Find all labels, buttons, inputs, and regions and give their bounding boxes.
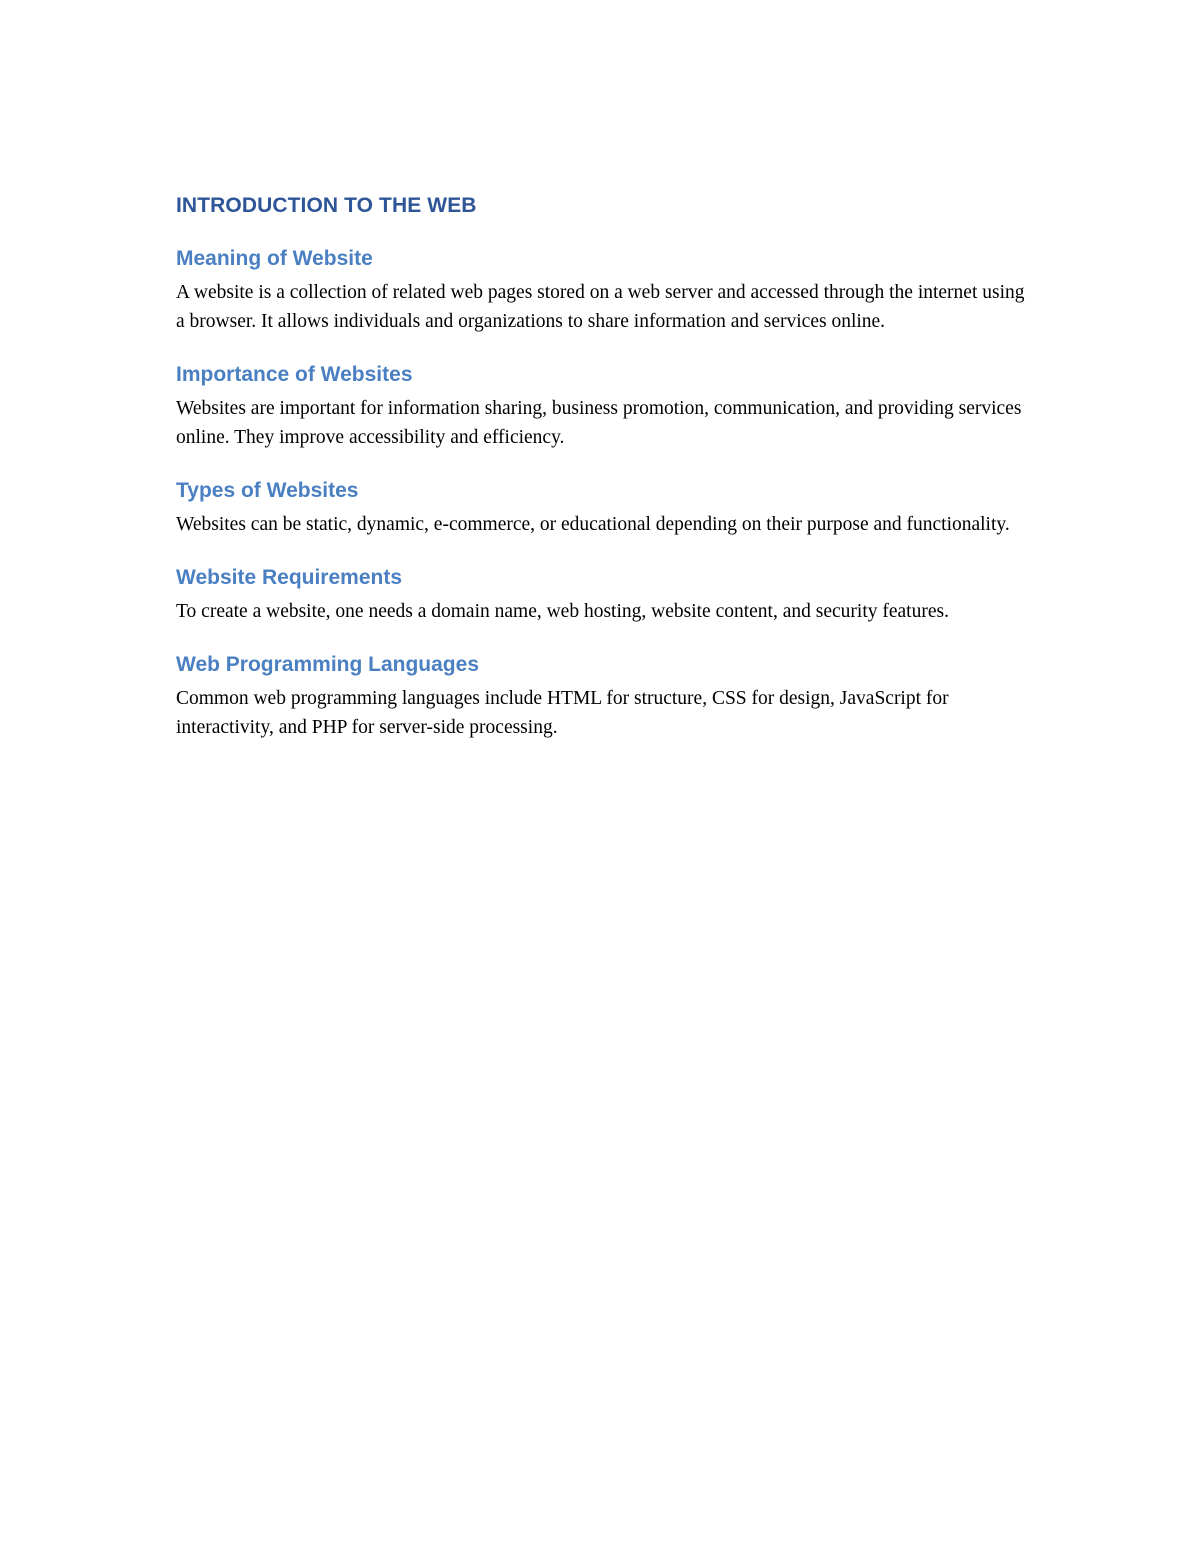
section-heading: Meaning of Website xyxy=(176,247,373,270)
document-title: INTRODUCTION TO THE WEB xyxy=(176,194,477,217)
section-heading: Importance of Websites xyxy=(176,363,413,386)
section-web-programming-languages xyxy=(176,650,1026,742)
section-body: Websites can be static, dynamic, e-commerce, or educational depending on their purpose and functionality. xyxy=(176,514,1010,535)
section-heading: Types of Websites xyxy=(176,479,359,502)
section-types-of-websites xyxy=(176,476,1026,539)
section-body: Common web programming languages include HTML for structure, CSS for design, JavaScript for interactivity, and PHP for server-side processing. xyxy=(176,688,949,738)
section-meaning-of-website xyxy=(176,244,1026,336)
section-heading: Website Requirements xyxy=(176,566,403,589)
section-importance-of-websites xyxy=(176,360,1026,452)
section-heading: Web Programming Languages xyxy=(176,653,479,676)
section-body: Websites are important for information sharing, business promotion, communication, and providing services online. They improve accessibility and efficiency. xyxy=(176,398,1022,448)
section-body: A website is a collection of related web pages stored on a web server and accessed through the internet using a browser. It allows individuals and organizations to share information and services online. xyxy=(176,282,1025,332)
section-website-requirements xyxy=(176,563,1026,626)
document-content xyxy=(176,190,1026,766)
section-body: To create a website, one needs a domain name, web hosting, website content, and security features. xyxy=(176,601,949,622)
